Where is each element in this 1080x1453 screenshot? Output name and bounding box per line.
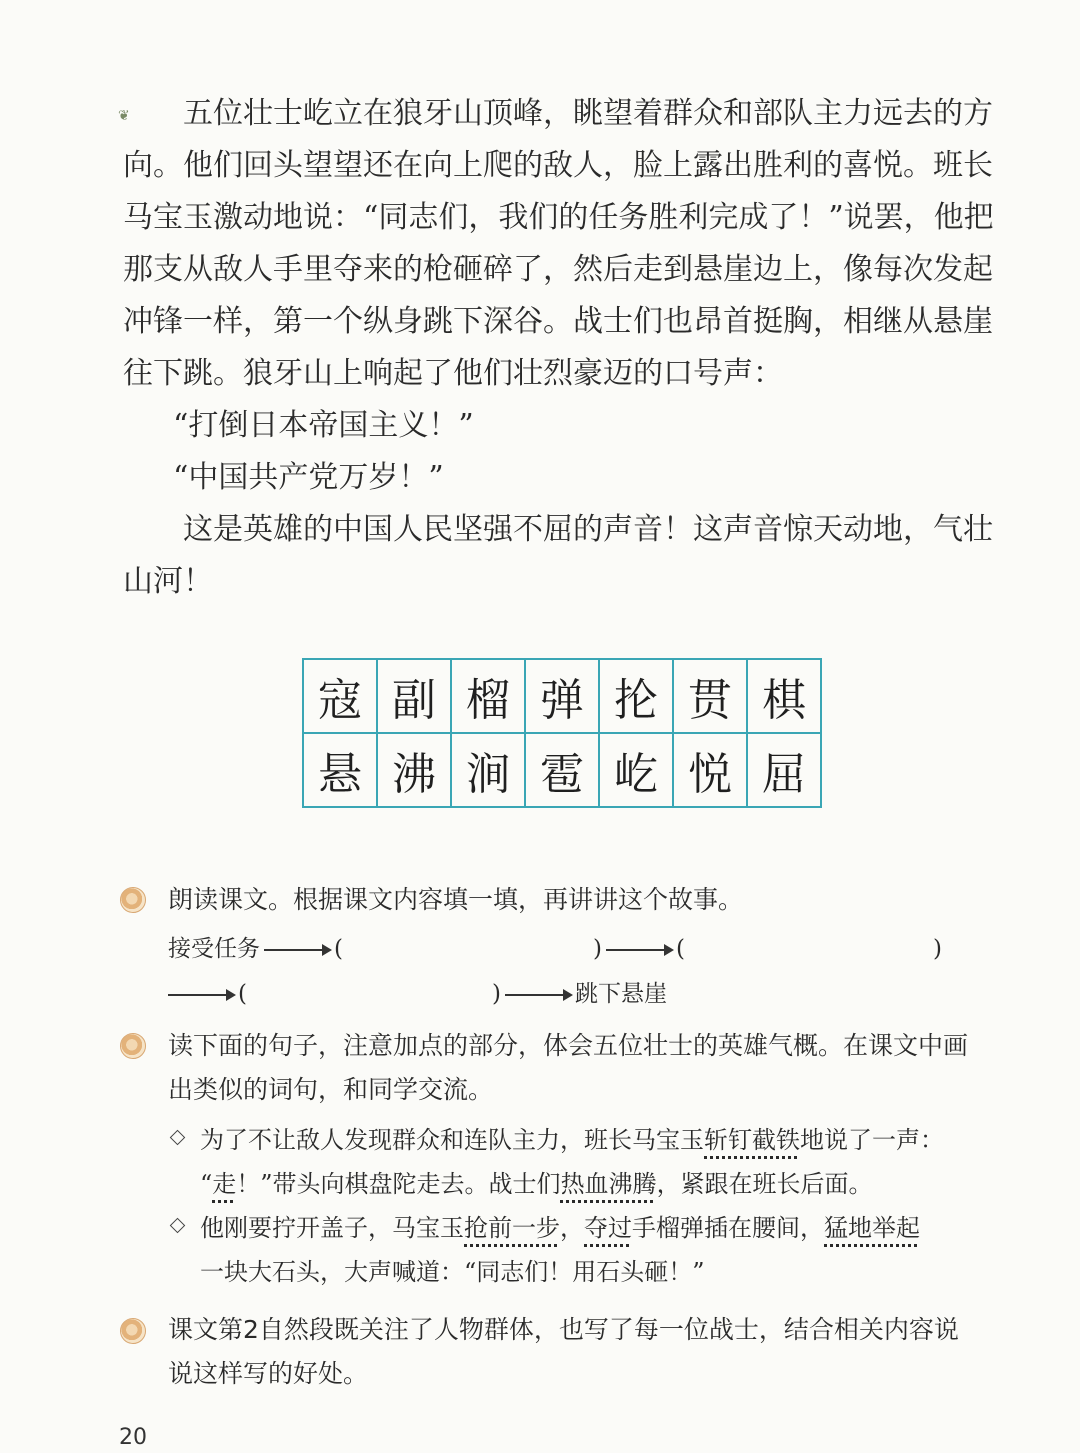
char-cell: 棋 <box>747 659 821 733</box>
char-cell: 悦 <box>673 733 747 807</box>
exercise-1-text: 朗读课文。根据课文内容填一填，再讲讲这个故事。 <box>168 885 744 914</box>
passage-line: 向。他们回头望望还在向上爬的敌人，脸上露出胜利的喜悦。班长 <box>123 148 993 183</box>
char-cell: 弹 <box>525 659 599 733</box>
char-cell: 副 <box>377 659 451 733</box>
passage-line: 往下跳。狼牙山上响起了他们壮烈豪迈的口号声： <box>123 356 783 391</box>
passage-line: 马宝玉激动地说：“同志们，我们的任务胜利完成了！”说罢，他把 <box>123 200 994 235</box>
diamond-bullet-icon <box>170 1218 186 1234</box>
example-sentence-1-cont: “走！”带头向棋盘陀走去。战士们热血沸腾，紧跟在班长后面。 <box>200 1170 873 1198</box>
flow-end: 跳下悬崖 <box>574 981 667 1007</box>
dotted-phrase: 猛地举起 <box>824 1214 920 1242</box>
arrow-icon <box>505 994 571 996</box>
dotted-phrase: 夺过 <box>584 1214 632 1242</box>
passage-line: 五位壮士屹立在狼牙山顶峰，眺望着群众和部队主力远去的方 <box>183 96 993 131</box>
slogan-2: “中国共产党万岁！” <box>173 460 444 495</box>
char-cell: 悬 <box>303 733 377 807</box>
arrow-icon <box>168 994 234 996</box>
dotted-phrase: 走 <box>212 1170 237 1198</box>
arrow-icon <box>606 949 672 951</box>
arrow-icon <box>264 949 330 951</box>
exercise-2-text: 读下面的句子，注意加点的部分，体会五位壮士的英雄气概。在课文中画 出类似的词句，和同学交流。 <box>168 1031 969 1104</box>
char-cell: 榴 <box>451 659 525 733</box>
example-sentence-2-cont: 一块大石头，大声喊道：“同志们！用石头砸！” <box>200 1258 705 1286</box>
exercise-3-text: 课文第2自然段既关注了人物群体，也写了每一位战士，结合相关内容说 说这样写的好处。 <box>168 1315 959 1388</box>
char-cell: 贯 <box>673 659 747 733</box>
closing-line: 山河！ <box>123 564 213 599</box>
leaf-icon: ❦ <box>118 108 130 124</box>
passage-paragraph <box>123 88 993 608</box>
exercise-bullet-icon <box>120 1033 146 1059</box>
passage-line: 那支从敌人手里夺来的枪砸碎了，然后走到悬崖边上，像每次发起 <box>123 252 993 287</box>
char-cell: 沸 <box>377 733 451 807</box>
char-cell: 屈 <box>747 733 821 807</box>
dotted-phrase: 抢前一步 <box>464 1214 560 1242</box>
example-sentence-2: 他刚要拧开盖子，马宝玉抢前一步，夺过手榴弹插在腰间，猛地举起 <box>200 1214 920 1242</box>
flow-line-1: 接受任务 ( ) ( ) <box>168 936 942 962</box>
flow-line-2: ( ) 跳下悬崖 <box>168 975 667 1008</box>
flow-start: 接受任务 <box>168 936 260 962</box>
exercise-bullet-icon <box>120 1318 146 1344</box>
char-cell: 屹 <box>599 733 673 807</box>
exercise-bullet-icon <box>120 887 146 913</box>
dotted-phrase: 斩钉截铁 <box>704 1126 800 1154</box>
new-characters-grid <box>302 658 822 808</box>
diamond-bullet-icon <box>170 1130 186 1146</box>
dotted-phrase: 热血沸腾 <box>560 1170 657 1198</box>
char-cell: 涧 <box>451 733 525 807</box>
example-sentence-1: 为了不让敌人发现群众和连队主力，班长马宝玉斩钉截铁地说了一声： <box>200 1126 944 1154</box>
closing-line: 这是英雄的中国人民坚强不屈的声音！这声音惊天动地，气壮 <box>183 512 993 547</box>
char-cell: 寇 <box>303 659 377 733</box>
passage-line: 冲锋一样，第一个纵身跳下深谷。战士们也昂首挺胸，相继从悬崖 <box>123 304 993 339</box>
char-cell: 抡 <box>599 659 673 733</box>
char-cell: 雹 <box>525 733 599 807</box>
slogan-1: “打倒日本帝国主义！” <box>173 408 474 443</box>
page-number: 20 <box>119 1425 147 1450</box>
